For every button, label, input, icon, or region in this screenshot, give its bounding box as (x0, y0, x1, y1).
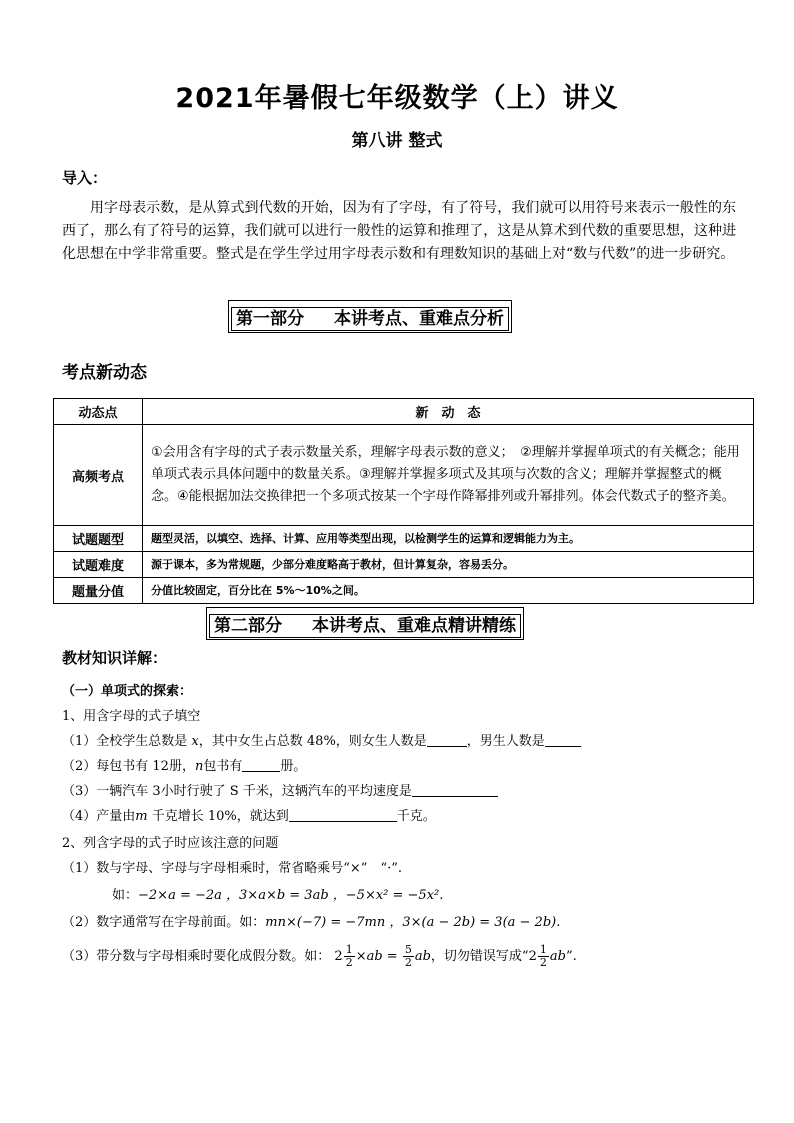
question-1 (62, 730, 581, 749)
rule-3-label: （3）带分数与字母相乘时要化成假分数。如： (62, 949, 331, 964)
dynamics-table (53, 398, 754, 604)
answer-blank[interactable] (412, 782, 498, 797)
page-title: 2021年暑假七年级数学（上）讲义 (175, 83, 619, 114)
fraction (403, 944, 414, 969)
numerator: 1 (539, 943, 547, 956)
fraction (344, 944, 355, 969)
fraction (538, 944, 549, 969)
part2-title: 本讲考点、重难点精讲精练 (312, 616, 516, 636)
row-label: 试题难度 (54, 552, 143, 578)
answer-blank[interactable] (545, 732, 581, 747)
intro-heading: 导入： (62, 169, 108, 187)
q1-text: ，其中女生占总数 48%，则女生人数是 (198, 734, 427, 749)
q4-text: （4）产量由 (62, 809, 136, 824)
table-header-cell: 动态点 (54, 399, 143, 425)
row-label: 题量分值 (54, 578, 143, 604)
q3-text: （3）一辆汽车 3小时行驶了 S 千米，这辆汽车的平均速度是 (62, 784, 412, 799)
rule-3 (62, 944, 577, 969)
q2-variable: n (194, 759, 204, 774)
q4-text: 千克增长 10%，就达到 (151, 809, 289, 824)
denominator: 2 (539, 956, 547, 969)
row-content: 源于课本，多为常规题，少部分难度略高于教材，但计算复杂，容易丢分。 (143, 552, 754, 578)
q2-text: 包书有 (203, 759, 243, 774)
denominator: 2 (404, 956, 412, 969)
section1-heading: （一）单项式的探索： (62, 684, 193, 699)
part1-label: 第一部分 (236, 309, 304, 329)
item2-title: 2、列含字母的式子时应该注意的问题 (62, 836, 279, 851)
rule-1-example (112, 884, 443, 903)
part1-title: 本讲考点、重难点分析 (334, 309, 504, 329)
example-formula: mn×(−7) = −7mn ，3×(a − 2b) = 3(a − 2b). (265, 915, 561, 930)
example-label: 如： (112, 888, 139, 903)
table-row (54, 526, 754, 552)
q2-text: （2）每包书有 12册， (62, 759, 195, 774)
mixed-whole: 2 (334, 949, 343, 964)
q4-text: 千克。 (396, 809, 436, 824)
part2-inner (209, 614, 521, 638)
row-label: 高频考点 (54, 425, 143, 526)
table-row (54, 552, 754, 578)
answer-blank[interactable] (427, 732, 467, 747)
part2-label: 第二部分 (214, 616, 282, 636)
part2-banner (206, 607, 524, 640)
rule-2-label: （2）数字通常写在字母前面。如： (62, 915, 266, 930)
intro-paragraph: 用字母表示数，是从算式到代数的开始，因为有了字母，有了符号，我们就可以用符号来表示一般性的东西了，那么有了符号的运算，我们就可以进行一般性的运算和推理了，这是从算术到代数的重要思想，这种进化思想在中学非常重要。整式是在学生学过用字母表示数和有理数知识的基础上对“数与代数”的进一步研究。 (62, 200, 736, 262)
lecture-subtitle: 第八讲 整式 (351, 131, 443, 151)
answer-blank[interactable] (242, 757, 280, 772)
warning-text: ，切勿错误写成“ (430, 949, 529, 964)
part1-inner (231, 307, 509, 331)
formula-part: ab (414, 949, 431, 964)
item1-title: 1、用含字母的式子填空 (62, 709, 201, 724)
row-content: 分值比较固定，百分比在 5%～10%之间。 (143, 578, 754, 604)
formula-part: ×ab = (355, 949, 398, 964)
question-2 (62, 755, 306, 774)
q1-text: ，男生人数是 (466, 734, 545, 749)
numerator: 1 (345, 943, 353, 956)
row-label: 试题题型 (54, 526, 143, 552)
numerator: 5 (404, 943, 412, 956)
warning-text: ”. (565, 949, 577, 964)
answer-blank[interactable] (289, 807, 397, 822)
q2-text: 册。 (280, 759, 307, 774)
formula-part: ab (549, 949, 566, 964)
rule-2 (62, 911, 560, 930)
q1-text: （1）全校学生总数是 (62, 734, 188, 749)
q1-variable: x (191, 734, 199, 749)
jiaocai-heading: 教材知识详解： (62, 649, 168, 667)
part1-banner (228, 300, 512, 333)
table-row (54, 425, 754, 526)
question-3 (62, 780, 498, 799)
denominator: 2 (345, 956, 353, 969)
example-formula: −2×a = −2a ，3×a×b = 3ab ，−5×x² = −5x². (138, 888, 444, 903)
question-4 (62, 805, 436, 824)
q4-variable: m (135, 809, 148, 824)
rule-1: （1）数与字母、字母与字母相乘时，常省略乘号“×” “·”. (62, 861, 403, 876)
table-header-row (54, 399, 754, 425)
mixed-whole: 2 (528, 949, 537, 964)
row-content: 题型灵活，以填空、选择、计算、应用等类型出现，以检测学生的运算和逻辑能力为主。 (143, 526, 754, 552)
kaodian-heading: 考点新动态 (62, 363, 147, 383)
table-row (54, 578, 754, 604)
row-content: ①会用含有字母的式子表示数量关系，理解字母表示数的意义； ②理解并掌握单项式的有关概念；能用单项式表示具体问题中的数量关系。③理解并掌握多项式及其项与次数的含义；理解并掌握整式的概念。④能根据加法交换律把一个多项式按某一个字母作降幂排列或升幂排列。体会代数式子的整齐美。 (143, 425, 754, 526)
table-header-cell: 新 动 态 (143, 399, 754, 425)
